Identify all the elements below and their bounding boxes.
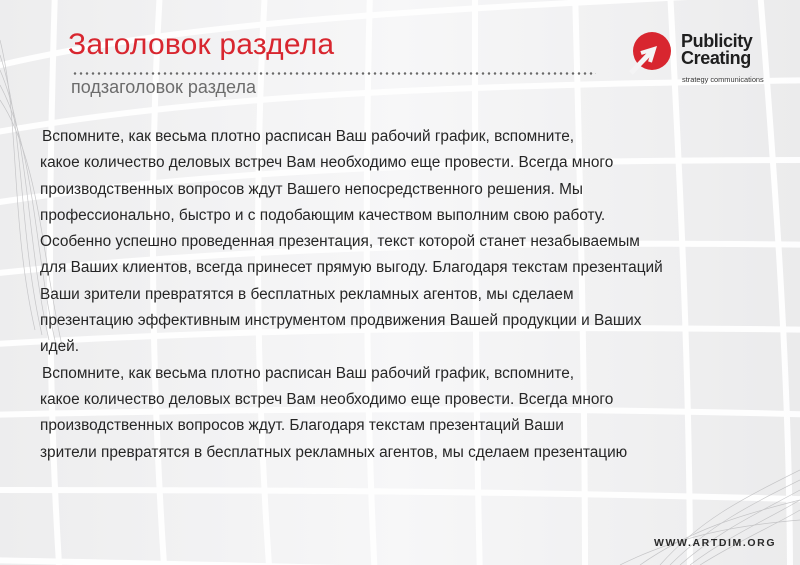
logo-wordmark [681,33,752,67]
text-line: какое количество деловых встреч Вам необходимо еще провести. Всегда много [40,390,614,408]
section-title: Заголовок раздела [68,28,335,61]
text-line: производственных вопросов ждут. Благодаря текстам презентаций Ваши [40,417,564,435]
logo-name-line2: Creating [681,48,751,68]
text-line: производственных вопросов ждут Вашего непосредственного решения. Мы [40,180,583,198]
text-line: Вспомните, как весьма плотно расписан Ваш рабочий график, вспомните, [42,128,575,145]
text-line: профессионально, быстро и с подобающим качеством выполним свою работу. [40,206,606,224]
text-line: для Ваших клиентов, всегда принесет прямую выгоду. Благодаря текстам презентаций [40,259,663,277]
section-subtitle: подзаголовок раздела [71,77,256,97]
text-line: Вспомните, как весьма плотно расписан Ваш рабочий график, вспомните, [42,364,575,382]
body-text [40,124,765,466]
publicity-creating-logo [628,29,778,89]
logo-name-line1: Publicity [681,31,753,51]
text-line: идей. [40,338,80,356]
logo-tagline: strategy communications [682,75,764,84]
red-circle-arrow-icon [628,31,672,75]
text-line: зрители превратятся в бесплатных рекламных агентов, мы сделаем презентацию [40,443,628,461]
dotted-divider [72,72,596,75]
text-line: презентацию эффективным инструментом продвижения Вашей продукции и Ваших [40,312,642,330]
text-line: Ваши зрители превратятся в бесплатных рекламных агентов, мы сделаем [40,285,574,303]
text-line: какое количество деловых встреч Вам необходимо еще провести. Всегда много [40,154,614,172]
website-url: WWW.ARTDIM.ORG [654,537,777,549]
paragraph-1 [40,124,765,361]
text-line: Особенно успешно проведенная презентация, текст которой станет незабываемым [40,233,640,251]
paragraph-2 [40,361,765,466]
